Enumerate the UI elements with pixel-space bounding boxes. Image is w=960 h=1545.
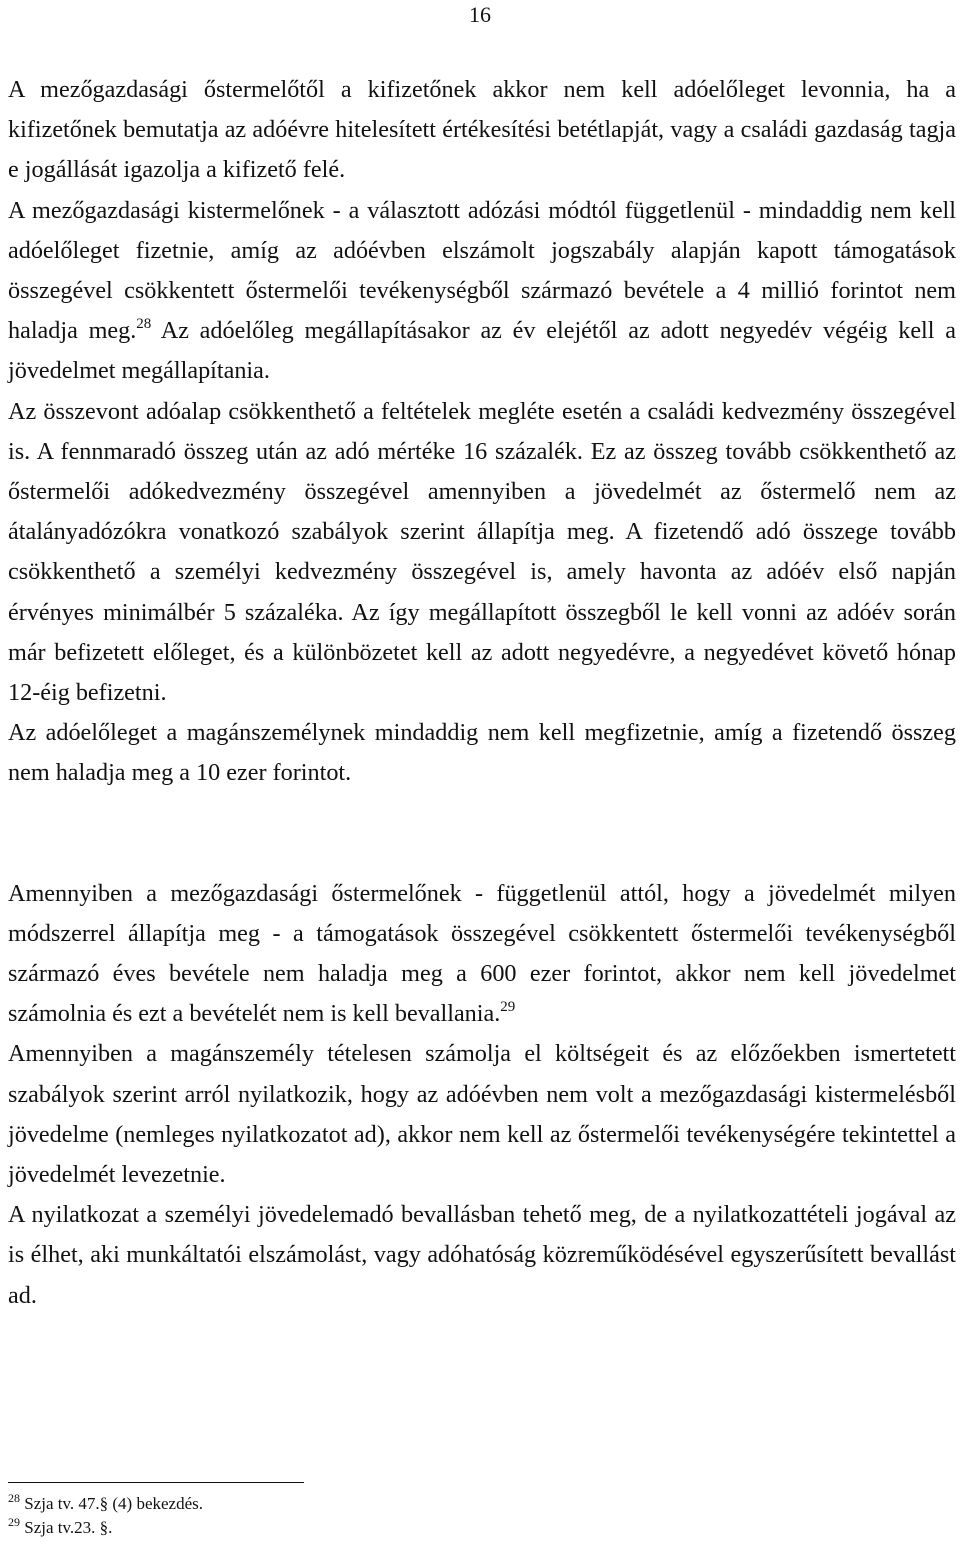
paragraph-text: Amennyiben a mezőgazdasági őstermelőnek - függetlenül attól, hogy a jövedelmét milyen módszerrel állapítja meg - a támogatások összegével csökkentett őstermelői tevékenységből származó éves bevétele nem haladja meg a 600 ezer forintot, akkor nem kell jövedelmet számolnia és ezt a bevételét nem is kell bevallania. (8, 879, 956, 1028)
footnote-number: 29 (8, 1515, 20, 1530)
paragraph-nil-declaration: Amennyiben a magánszemély tételesen számolja el költségeit és az előzőekben ismertetett szabályok szerint arról nyilatkozik, hogy az adóévben nem volt a mezőgazdasági kistermelésből jövedelme (nemleges nyilatkozatot ad), akkor nem kell az őstermelői tevékenységére tekintettel a jövedelmét levezetnie. (8, 1040, 956, 1189)
body-text (8, 70, 956, 1316)
footnote-separator (8, 1482, 304, 1483)
paragraph-text: A mezőgazdasági kistermelőnek - a választott adózási módtól függetlenül - mindaddig nem kell adóelőleget fizetnie, amíg az adóévben elszámolt jogszabály alapján kapott támogatások összegével csökkentett őstermelői tevékenységből származó bevétele a 4 millió forintot nem haladja meg. (8, 196, 956, 345)
footnote-number: 28 (8, 1491, 20, 1506)
paragraph-declaration-method: A nyilatkozat a személyi jövedelemadó bevallásban tehető meg, de a nyilatkozattételi jogával az is élhet, aki munkáltatói elszámolást, vagy adóhatóság közreműködésével egyszerűsített bevallást ad. (8, 1201, 956, 1309)
page-number: 16 (469, 2, 491, 27)
paragraph-withholding-exemption: A mezőgazdasági őstermelőtől a kifizetőnek akkor nem kell adóelőleget levonnia, ha a kifizetőnek bemutatja az adóévre hitelesített értékesítési betétlapját, vagy a családi gazdaság tagja e jogállását igazolja a kifizető felé. (8, 76, 956, 184)
footnote-reference[interactable]: 29 (500, 999, 516, 1016)
paragraph-text: Az adóelőleg megállapításakor az év elejétől az adott negyedév végéig kell a jövedelmet megállapítania. (8, 317, 956, 385)
paragraph-advance-threshold: Az adóelőleget a magánszemélynek mindaddig nem kell megfizetnie, amíg a fizetendő összeg nem haladja meg a 10 ezer forintot. (8, 719, 956, 787)
paragraph-tax-base-reduction: Az összevont adóalap csökkenthető a feltételek megléte esetén a családi kedvezmény összegével is. A fennmaradó összeg után az adó mértéke 16 százalék. Ez az összeg tovább csökkenthető az őstermelői adókedvezmény összegével amennyiben a jövedelmét az őstermelő nem az átalányadózókra vonatkozó szabályok szerint állapítja meg. A fizetendő adó összege tovább csökkenthető a személyi kedvezmény összegével is, amely havonta az adóév első napján érvényes minimálbér 5 százaléka. Az így megállapított összegből le kell vonni az adóév során már befizetett előleget, és a különbözetet kell az adott negyedévre, a negyedévet követő hónap 12-éig befizetni. (8, 397, 956, 707)
paragraph-small-producer-advance (8, 191, 956, 392)
footnote-item (8, 1516, 708, 1540)
paragraph-revenue-limit (8, 874, 956, 1035)
footnote-reference[interactable]: 28 (136, 316, 152, 333)
footnote-text: Szja tv. 47.§ (4) bekezdés. (24, 1494, 204, 1513)
footnotes (8, 1492, 708, 1540)
footnote-item (8, 1492, 708, 1516)
footnote-text: Szja tv.23. §. (24, 1518, 113, 1537)
section-gap (8, 794, 956, 874)
